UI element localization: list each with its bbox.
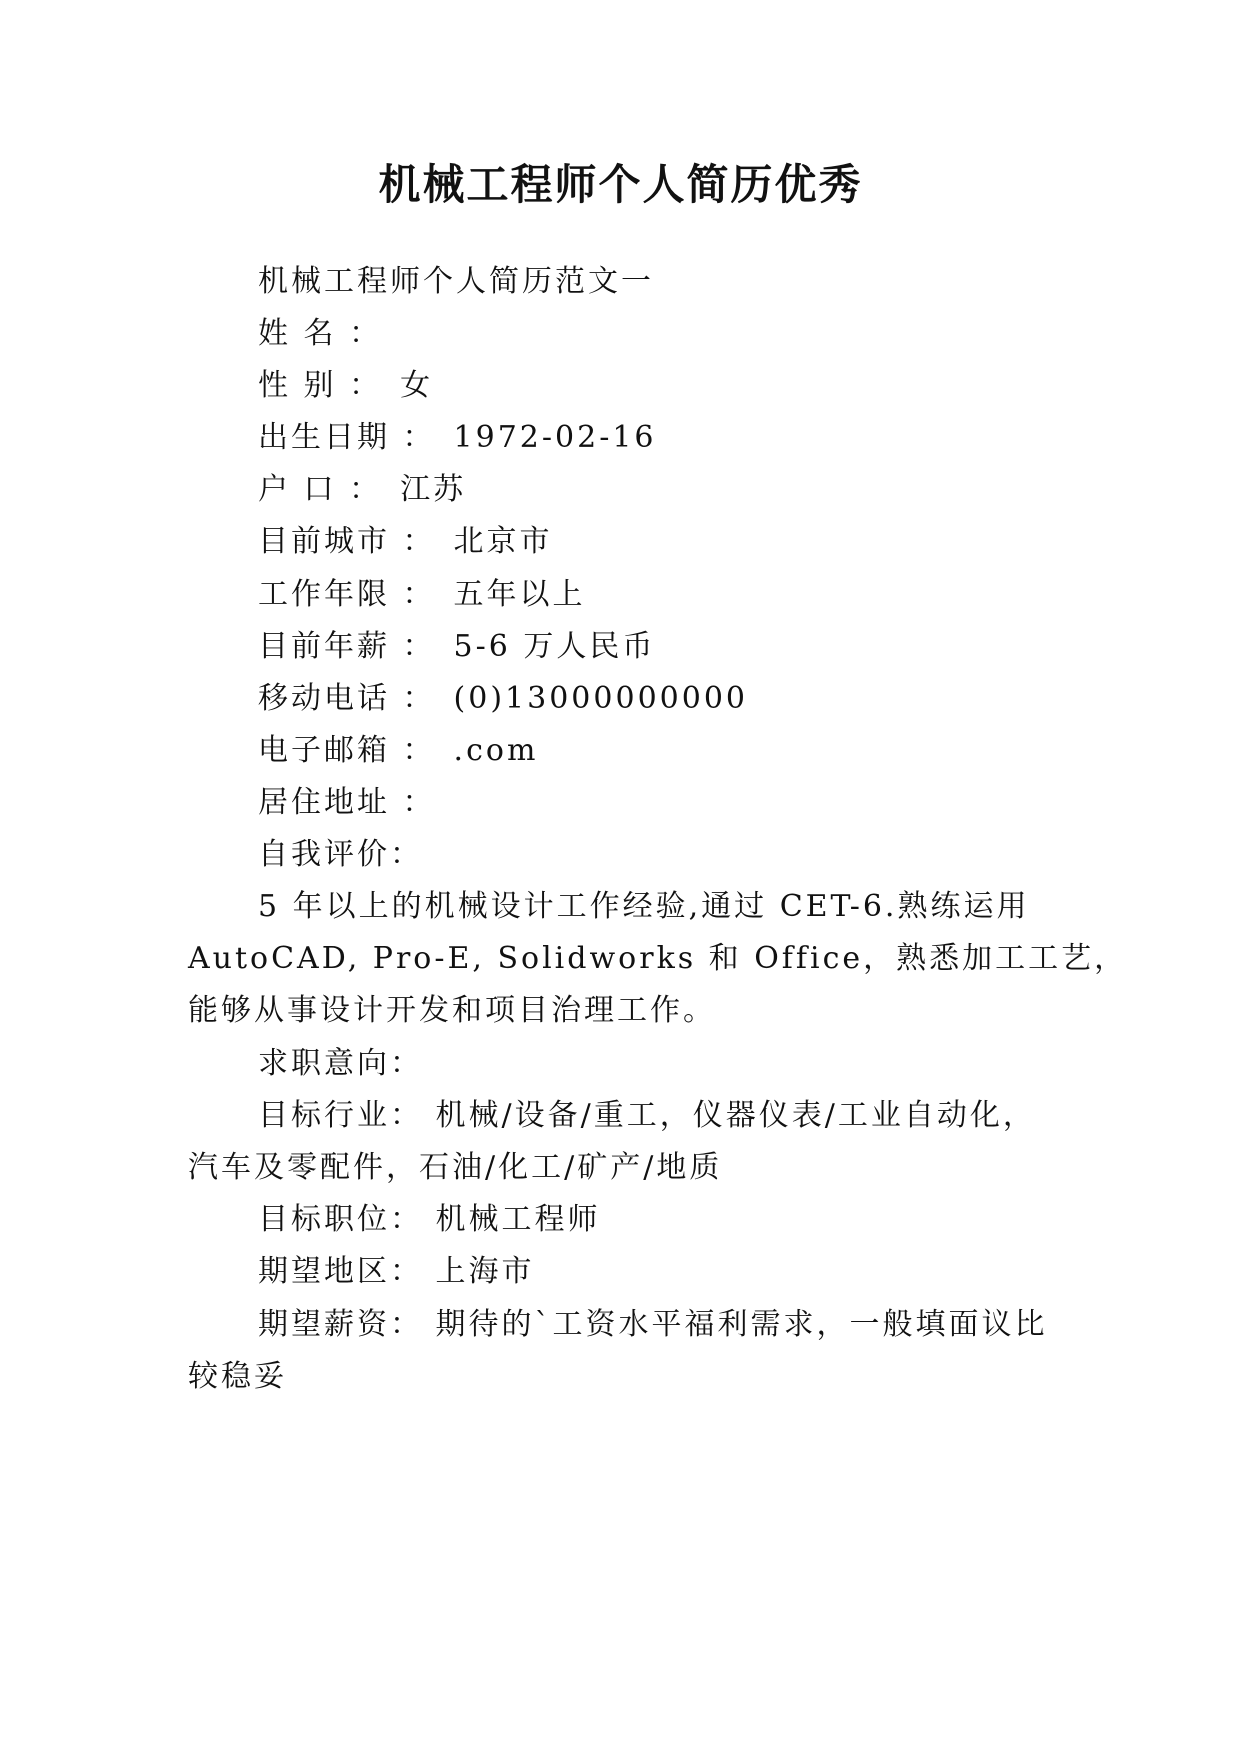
expected-region-line: 期望地区： 上海市: [258, 1254, 535, 1289]
info-value: .com: [453, 733, 539, 768]
info-label: 工作年限 ：: [258, 577, 436, 612]
expected-salary-line: 期望薪资： 期待的`工资水平福利需求，一般填面议比: [258, 1307, 1048, 1342]
target-industry-line: 目标行业： 机械/设备/重工，仪器仪表/工业自动化，: [258, 1098, 1036, 1133]
info-label: 出生日期 ：: [258, 420, 436, 455]
self-eval-heading: 自我评价：: [258, 837, 423, 872]
info-label: 移动电话 ：: [258, 681, 436, 716]
self-eval-line: 5 年以上的机械设计工作经验,通过 CET-6.熟练运用: [258, 889, 1030, 924]
info-value: 女: [400, 368, 434, 403]
target-industry-line: 汽车及零配件，石油/化工/矿产/地质: [188, 1150, 723, 1185]
self-eval-line: 能够从事设计开发和项目治理工作。: [188, 993, 716, 1028]
info-row-years: [258, 575, 586, 615]
info-row-gender: [258, 366, 433, 406]
info-row-hukou: [258, 470, 466, 510]
info-label: 居住地址 ：: [258, 785, 436, 820]
info-row-email: [258, 731, 538, 771]
job-intent-heading: 求职意向：: [258, 1046, 423, 1081]
page-title: 机械工程师个人简历优秀: [378, 160, 863, 209]
resume-subtitle: 机械工程师个人简历范文一: [258, 264, 654, 299]
info-value: 5-6 万人民币: [453, 629, 656, 664]
info-label: 目前城市 ：: [258, 524, 436, 559]
info-label: 性 别 ：: [258, 368, 383, 403]
info-value: 北京市: [453, 524, 553, 559]
info-value: (0)13000000000: [453, 681, 748, 716]
info-row-birthdate: [258, 418, 657, 458]
info-row-city: [258, 522, 553, 562]
info-label: 姓 名 ：: [258, 316, 383, 351]
info-value: 五年以上: [453, 577, 586, 612]
target-position-line: 目标职位： 机械工程师: [258, 1202, 601, 1237]
self-eval-line: AutoCAD, Pro-E, Solidworks 和 Office，熟悉加工工艺，: [188, 941, 1128, 976]
info-row-name: [258, 314, 400, 354]
info-value: 江苏: [400, 472, 467, 507]
info-row-address: [258, 783, 454, 823]
info-label: 电子邮箱 ：: [258, 733, 436, 768]
info-label: 目前年薪 ：: [258, 629, 436, 664]
info-label: 户 口 ：: [258, 472, 383, 507]
info-row-phone: [258, 679, 748, 719]
info-row-salary: [258, 627, 655, 667]
info-value: 1972-02-16: [453, 420, 657, 455]
expected-salary-line: 较稳妥: [188, 1359, 287, 1394]
